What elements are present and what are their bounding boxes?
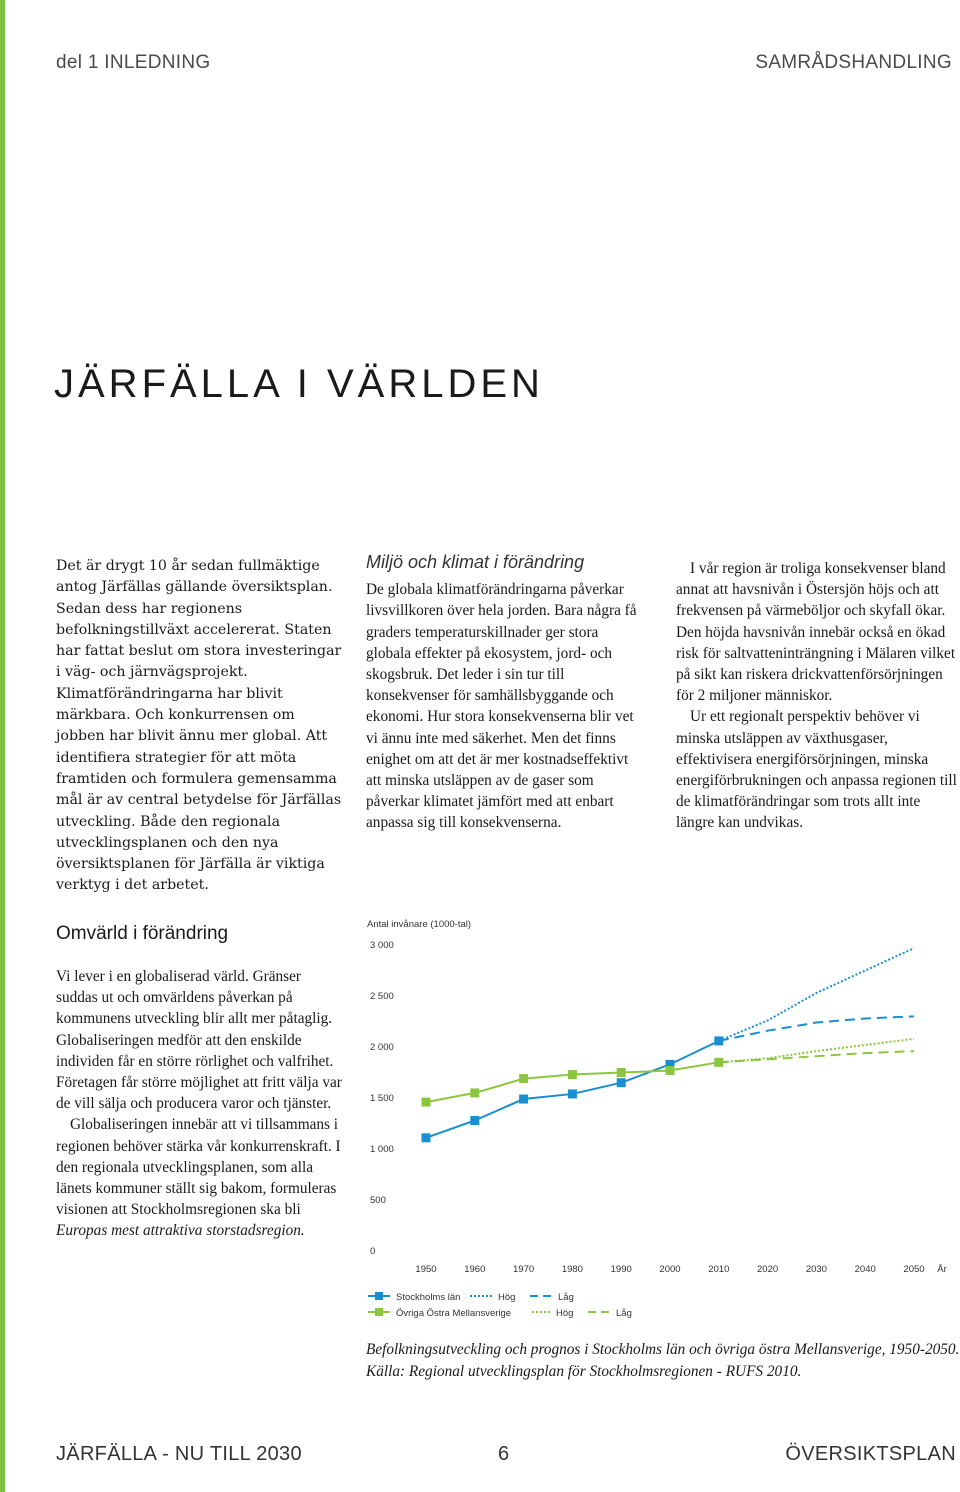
- chart-caption: Befolkningsutveckling och prognos i Stockholms län och övriga östra Mellansverige, 1950-2050. Källa: Regional utvecklingsplan för Stockholmsregionen - RUFS 2010.: [366, 1341, 960, 1380]
- series-line: [426, 1041, 719, 1138]
- x-axis-label: År: [937, 1264, 947, 1275]
- series-line: [719, 948, 914, 1041]
- footer-document-type: ÖVERSIKTSPLAN: [785, 1443, 956, 1465]
- legend-label: Hög: [556, 1308, 574, 1319]
- x-tick-label: 1950: [415, 1264, 437, 1275]
- legend-swatch-marker: [375, 1308, 383, 1316]
- x-tick-label: 1980: [561, 1264, 583, 1275]
- x-tick-label: 1970: [513, 1264, 535, 1275]
- page-title: JÄRFÄLLA I VÄRLDEN: [54, 362, 544, 406]
- x-tick-label: 2040: [854, 1264, 876, 1275]
- data-point: [470, 1116, 479, 1125]
- footer-document-title: JÄRFÄLLA - NU TILL 2030: [56, 1443, 302, 1465]
- body-paragraph: Ur ett regionalt perspektiv behöver vi minska utsläppen av växthusgaser, effektivisera energiförsörjningen, minska energiförbrukningen och anpassa regionen till de klimatförändringar som trots allt inte längre kan undvikas.: [676, 708, 957, 832]
- data-point: [617, 1078, 626, 1087]
- legend-label: Hög: [498, 1292, 516, 1303]
- series-line: [719, 1016, 914, 1040]
- column-3: [676, 558, 960, 834]
- data-point: [666, 1066, 675, 1075]
- paragraph-text: Globaliseringen innebär att vi tillsammans i regionen behöver stärka vår konkurrenskraft. I den regionala utvecklingsplanen, som alla länets kommuner ställt sig bakom, formuleras visionen att Stockholmsregionen ska bli: [56, 1116, 341, 1219]
- section-heading-miljo: Miljö och klimat i förändring: [366, 552, 585, 572]
- y-tick-label: 1 000: [370, 1144, 394, 1155]
- page-number: 6: [498, 1443, 510, 1465]
- data-point: [568, 1089, 577, 1098]
- header-section-label: del 1 INLEDNING: [56, 52, 211, 73]
- data-point: [470, 1088, 479, 1097]
- series-line: [719, 1039, 914, 1062]
- data-point: [568, 1070, 577, 1079]
- data-point: [617, 1068, 626, 1077]
- x-tick-label: 2020: [757, 1264, 779, 1275]
- legend-label: Låg: [616, 1308, 632, 1319]
- population-chart: [360, 910, 960, 1330]
- y-tick-label: 1 500: [370, 1093, 394, 1104]
- section-heading-omvarld: Omvärld i förändring: [56, 922, 229, 944]
- intro-paragraph: Det är drygt 10 år sedan fullmäktige antog Järfällas gällande översiktsplan. Sedan dess har regionens befolkningstillväxt accelererat. Staten har fattat beslut om stora investeringar i väg- och järnvägsprojekt. Klimatförändringarna har blivit märkbara. Och konkurrensen om jobben har blivit ännu mer global. Att identifiera strategier för att möta framtiden och formulera gemensamma mål är av central betydelse för Järfällas utveckling. Både den regionala utvecklingsplanen och den nya översiktsplanen för Järfälla är viktiga verktyg i det arbetet.: [56, 558, 342, 894]
- column-2: [366, 552, 638, 834]
- y-tick-label: 0: [370, 1246, 376, 1257]
- legend-label: Stockholms län: [396, 1292, 461, 1303]
- body-paragraph: I vår region är troliga konsekvenser bland annat att havsnivån i Östersjön höjs och att frekvensen på värmeböljor och skyfall ökar. Den höjda havsnivån innebär också en ökad risk för saltvatteninträngning i Mälaren vilket på sikt kan riskera drickvattenförsörjningen för 2 miljoner människor.: [676, 560, 956, 705]
- emphasis-text: Europas mest attraktiva storstadsregion.: [56, 1222, 305, 1240]
- green-margin-bar: [0, 0, 5, 1492]
- x-tick-label: 1990: [610, 1264, 632, 1275]
- legend-label: Övriga Östra Mellansverige: [396, 1308, 512, 1319]
- data-point: [422, 1098, 431, 1107]
- legend-swatch-marker: [375, 1292, 383, 1300]
- data-point: [519, 1074, 528, 1083]
- body-paragraph: Vi lever i en globaliserad värld. Gränser suddas ut och omvärldens påverkan på kommunens utveckling blir allt mer påtaglig. Globaliseringen medför att den enskilde individen får en större rörlighet och valfrihet. Företagen får större möjlighet att fritt välja var de vill sälja och producera varor och tjänster.: [56, 967, 342, 1113]
- x-tick-label: 2000: [659, 1264, 681, 1275]
- y-tick-label: 2 000: [370, 1042, 394, 1053]
- x-tick-label: 2050: [903, 1264, 925, 1275]
- y-axis-label: Antal invånare (1000-tal): [367, 919, 472, 930]
- x-tick-label: 2010: [708, 1264, 730, 1275]
- data-point: [422, 1133, 431, 1142]
- y-tick-label: 3 000: [370, 940, 394, 951]
- y-tick-label: 2 500: [370, 991, 394, 1002]
- body-paragraph: De globala klimatförändringarna påverkar livsvillkoren över hela jorden. Bara några få graders temperaturskillnader ger stora globala effekter på ekosystem, jord- och skogsbruk. Det leder i sin tur till konsekvenser för samhällsbyggande och ekonomi. Hur stora konsekvenserna blir vet vi ännu inte med säkerhet. Men det finns enighet om att det är mer kostnadseffektivt att minska utsläppen av de gaser som påverkar klimatet jämfört med att enbart anpassa sig till konsekvenserna.: [366, 581, 637, 832]
- column-1: [56, 556, 346, 1242]
- header-document-type: SAMRÅDSHANDLING: [755, 52, 952, 73]
- body-paragraph: [56, 1114, 346, 1241]
- y-tick-label: 500: [370, 1195, 386, 1206]
- chart-canvas: [360, 910, 960, 1330]
- data-point: [519, 1095, 528, 1104]
- legend-label: Låg: [558, 1292, 574, 1303]
- x-tick-label: 2030: [805, 1264, 827, 1275]
- x-tick-label: 1960: [464, 1264, 486, 1275]
